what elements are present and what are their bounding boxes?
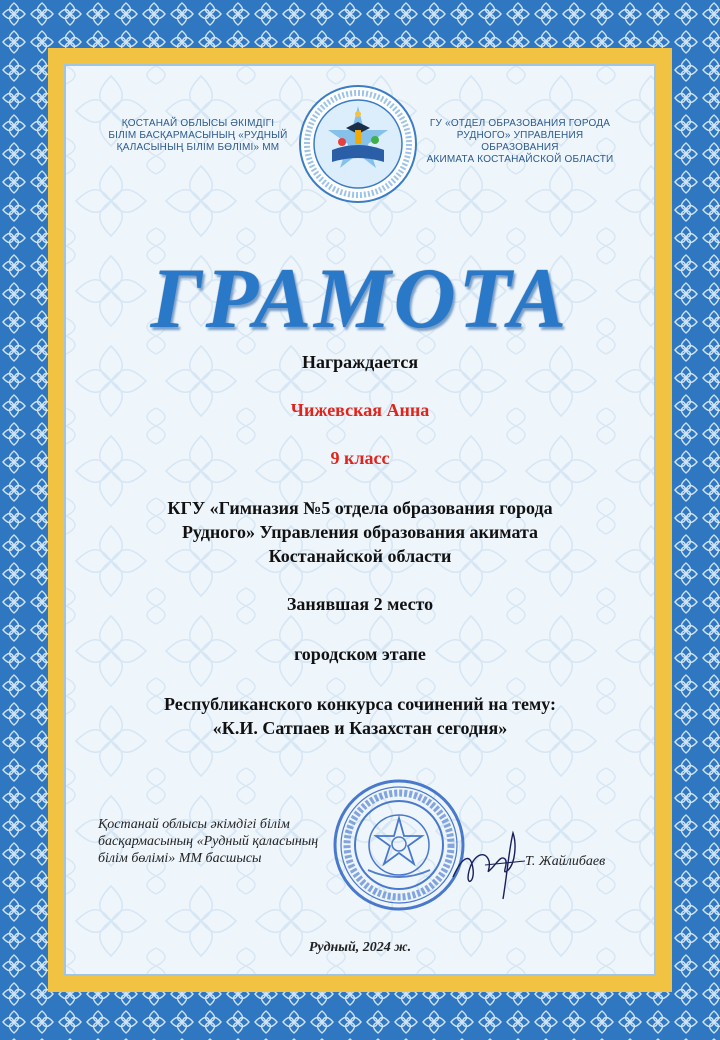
contest-line: «К.И. Сатпаев и Казахстан сегодня» xyxy=(212,718,508,738)
school-line: Костанайской области xyxy=(268,546,452,566)
header-left-line: БІЛІМ БАСҚАРМАСЫНЫҢ «РУДНЫЙ xyxy=(108,130,288,141)
signatory-title xyxy=(98,816,318,867)
signatory-title-line: Қостанай облысы әкімдігі білім xyxy=(98,817,290,832)
recipient-name: Чижевская Анна xyxy=(290,400,430,420)
school-line: КГУ «Гимназия №5 отдела образования города xyxy=(167,498,553,518)
header-left-org xyxy=(98,118,298,154)
header-right-line: РУДНОГО» УПРАВЛЕНИЯ ОБРАЗОВАНИЯ xyxy=(456,130,584,153)
school-name xyxy=(0,496,720,568)
header-right-org xyxy=(420,118,620,166)
header-right-line: АКИМАТА КОСТАНАЙСКОЙ ОБЛАСТИ xyxy=(426,154,614,165)
header-left-line: ҚАЛАСЫНЫҢ БІЛІМ БӨЛІМІ» ММ xyxy=(116,142,280,153)
signer-name: Т. Жайлибаев xyxy=(525,854,606,869)
header-right-line: ГУ «ОТДЕЛ ОБРАЗОВАНИЯ ГОРОДА xyxy=(429,118,611,129)
header-left-line: ҚОСТАНАЙ ОБЛЫСЫ ӘКІМДІГІ xyxy=(121,118,275,129)
contest-line: Республиканского конкурса сочинений на тему: xyxy=(163,694,556,714)
education-emblem-icon xyxy=(298,84,418,204)
recipient-grade: 9 класс xyxy=(330,448,390,468)
certificate-title: ГРАМОТА xyxy=(150,250,570,346)
contest-stage: городском этапе xyxy=(294,644,426,664)
city-year: Рудный, 2024 ж. xyxy=(308,940,412,955)
signatory-title-line: білім бөлімі» ММ басшысы xyxy=(98,851,262,866)
school-line: Рудного» Управления образования акимата xyxy=(181,522,539,542)
contest-name xyxy=(0,692,720,740)
awarded-label: Награждается xyxy=(301,352,419,372)
award-place: Занявшая 2 место xyxy=(286,594,434,614)
signatory-title-line: басқармасының «Рудный қаласының xyxy=(98,834,319,849)
